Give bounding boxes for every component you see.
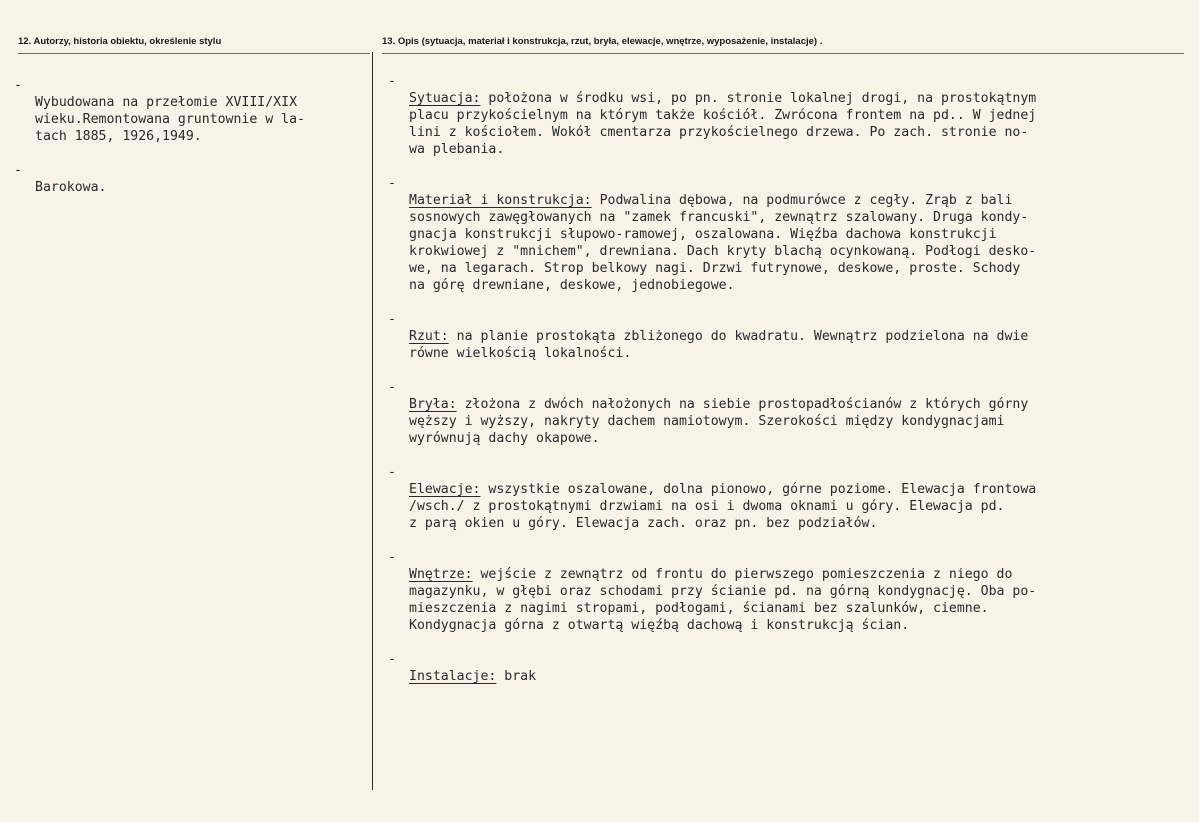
entry-label: Wnętrze: — [409, 567, 473, 582]
entry-dash: - — [388, 74, 396, 89]
entry-dash: - — [14, 78, 22, 93]
section-13-header: 13. Opis (sytuacja, materiał i konstrukcja, rzut, bryła, elewacje, wnętrze, wyposażenie, instalacje) . — [382, 36, 823, 47]
entry-rzut — [388, 311, 1188, 362]
entry-elewacje — [388, 464, 1188, 532]
section-13-header-rule — [382, 53, 1184, 54]
entry-label: Materiał i konstrukcja: — [409, 193, 592, 208]
entry-label: Sytuacja: — [409, 91, 481, 106]
entry-dash: - — [388, 550, 396, 565]
entry-dash: - — [14, 163, 22, 178]
entry-label: Rzut: — [409, 329, 449, 344]
entry-instalacje — [388, 651, 1188, 685]
entry-label: Bryła: — [409, 397, 457, 412]
entry-text: Podwalina dębowa, na podmurówce z cegły. Zrąb z bali sosnowych zawęgłowanych na "zamek francuski", zewnątrz szalowany. Druga kondy- gnacja konstrukcji słupowo-ramowej, oszalowana. Więźba dachowa konstrukcji krokwiowej z "mnichem", drewniana. Dach kryty blachą ocynkowaną. Podłogi desko- we, na legarach. Strop belkowy nagi. Drzwi futrynowe, deskowe, proste. Schody na górę drewniane, deskowe, jednobiegowe. — [409, 193, 1037, 293]
section-12-header: 12. Autorzy, historia obiektu, określenie stylu — [18, 36, 222, 47]
entry-material — [388, 175, 1188, 294]
column-divider — [372, 52, 373, 790]
entry-sytuacja — [388, 73, 1188, 158]
entry-dash: - — [388, 652, 396, 667]
section-13-body — [388, 73, 1188, 702]
entry-text: wszystkie oszalowane, dolna pionowo, górne poziome. Elewacja frontowa /wsch./ z prostokątnymi drzwiami na osi i dwoma oknami u góry. Elewacja pd. z parą okien u góry. Elewacja zach. oraz pn. bez podziałów. — [409, 482, 1037, 531]
entry-bryla — [388, 379, 1188, 447]
entry-dash: - — [388, 312, 396, 327]
entry-dash: - — [388, 176, 396, 191]
history-entry — [14, 77, 366, 145]
style-text: Barokowa. — [35, 180, 107, 195]
history-text: Wybudowana na przełomie XVIII/XIX wieku.Remontowana gruntownie w la- tach 1885, 1926,1949. — [35, 95, 305, 144]
entry-label: Elewacje: — [409, 482, 481, 497]
entry-label: Instalacje: — [409, 669, 497, 684]
entry-text: na planie prostokąta zbliżonego do kwadratu. Wewnątrz podzielona na dwie równe wielkością lokalności. — [409, 329, 1029, 361]
entry-text: złożona z dwóch nałożonych na siebie prostopadłościanów z których górny węższy i wyższy, nakryty dachem namiotowym. Szerokości między kondygnacjami wyrównują dachy okapowe. — [409, 397, 1029, 446]
entry-dash: - — [388, 465, 396, 480]
section-12-header-rule — [18, 53, 370, 54]
entry-dash: - — [388, 380, 396, 395]
entry-text: położona w środku wsi, po pn. stronie lokalnej drogi, na prostokątnym placu przykościelnym na którym także kościół. Zwrócona frontem na pd.. W jednej lini z kościołem. Wokół cmentarza przykościelnego drzewa. Po zach. stronie no- wa plebania. — [409, 91, 1037, 157]
section-12-body — [14, 77, 366, 213]
style-entry — [14, 162, 366, 196]
entry-text: wejście z zewnątrz od frontu do pierwszego pomieszczenia z niego do magazynku, w głębi oraz schodami przy ścianie pd. na górną kondygnację. Oba po- mieszczenia z nagimi stropami, podłogami, ścianami bez szalunków, ciemne. Kondygnacja górna z otwartą więźbą dachową i konstrukcją ścian. — [409, 567, 1037, 633]
entry-wnetrze — [388, 549, 1188, 634]
entry-text: brak — [496, 669, 537, 684]
